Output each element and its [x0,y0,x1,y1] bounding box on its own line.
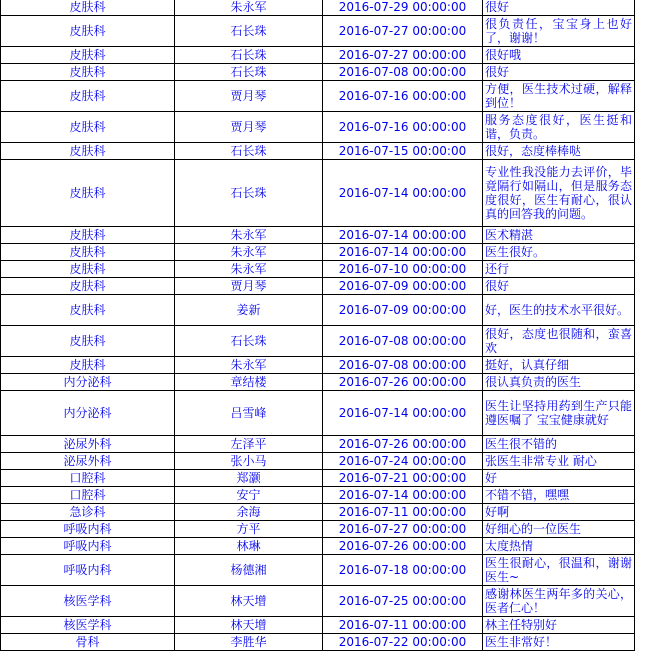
comment-cell: 很好，态度棒棒哒 [483,143,635,160]
reviews-table-body [1,0,635,651]
date-cell: 2016-07-27 00:00:00 [323,521,483,538]
comment-cell: 医生很不错的 [483,436,635,453]
table-row [1,81,635,112]
comment-cell: 还行 [483,261,635,278]
department-cell: 皮肤科 [1,160,175,227]
department-cell: 皮肤科 [1,64,175,81]
comment-cell: 张医生非常专业 耐心 [483,453,635,470]
doctor-cell: 石长珠 [175,64,323,81]
comment-cell: 医术精湛 [483,227,635,244]
table-row [1,143,635,160]
doctor-cell: 张小马 [175,453,323,470]
doctor-cell: 朱永军 [175,261,323,278]
table-row [1,586,635,617]
doctor-cell: 贾月琴 [175,278,323,295]
department-cell: 皮肤科 [1,244,175,261]
table-row [1,295,635,326]
table-row [1,391,635,436]
doctor-cell: 石长珠 [175,47,323,64]
comment-cell: 好细心的一位医生 [483,521,635,538]
department-cell: 皮肤科 [1,0,175,16]
date-cell: 2016-07-09 00:00:00 [323,295,483,326]
department-cell: 口腔科 [1,470,175,487]
doctor-cell: 郑灏 [175,470,323,487]
comment-cell: 很好 [483,0,635,16]
table-row [1,278,635,295]
department-cell: 皮肤科 [1,16,175,47]
doctor-cell: 安宁 [175,487,323,504]
date-cell: 2016-07-14 00:00:00 [323,487,483,504]
date-cell: 2016-07-26 00:00:00 [323,538,483,555]
date-cell: 2016-07-10 00:00:00 [323,261,483,278]
date-cell: 2016-07-14 00:00:00 [323,227,483,244]
department-cell: 急诊科 [1,504,175,521]
doctor-cell: 石长珠 [175,16,323,47]
comment-cell: 医生非常好！ [483,634,635,651]
date-cell: 2016-07-25 00:00:00 [323,586,483,617]
table-row [1,504,635,521]
comment-cell: 很负责任，宝宝身上也好了，谢谢！ [483,16,635,47]
comment-cell: 感谢林医生两年多的关心，医者仁心！ [483,586,635,617]
table-row [1,453,635,470]
date-cell: 2016-07-24 00:00:00 [323,453,483,470]
comment-cell: 很好哦 [483,47,635,64]
table-row [1,374,635,391]
date-cell: 2016-07-27 00:00:00 [323,47,483,64]
date-cell: 2016-07-14 00:00:00 [323,160,483,227]
comment-cell: 很好 [483,64,635,81]
table-row [1,470,635,487]
table-row [1,521,635,538]
table-row [1,64,635,81]
doctor-cell: 朱永军 [175,244,323,261]
doctor-cell: 朱永军 [175,357,323,374]
doctor-cell: 吕雪峰 [175,391,323,436]
comment-cell: 专业性我没能力去评价，毕竟隔行如隔山，但是服务态度很好，医生有耐心，很认真的回答我的问题。 [483,160,635,227]
comment-cell: 服务态度很好，医生挺和谐，负责。 [483,112,635,143]
comment-cell: 好，医生的技术水平很好。 [483,295,635,326]
department-cell: 骨科 [1,634,175,651]
table-row [1,617,635,634]
table-row [1,160,635,227]
table-row [1,555,635,586]
doctor-cell: 林天增 [175,586,323,617]
date-cell: 2016-07-22 00:00:00 [323,634,483,651]
department-cell: 皮肤科 [1,227,175,244]
date-cell: 2016-07-16 00:00:00 [323,81,483,112]
comment-cell: 很认真负责的医生 [483,374,635,391]
table-row [1,436,635,453]
table-row [1,112,635,143]
date-cell: 2016-07-15 00:00:00 [323,143,483,160]
comment-cell: 不错不错，嘿嘿 [483,487,635,504]
doctor-cell: 余海 [175,504,323,521]
doctor-cell: 杨德湘 [175,555,323,586]
department-cell: 呼吸内科 [1,538,175,555]
doctor-cell: 朱永军 [175,0,323,16]
date-cell: 2016-07-16 00:00:00 [323,112,483,143]
department-cell: 核医学科 [1,586,175,617]
date-cell: 2016-07-14 00:00:00 [323,391,483,436]
department-cell: 皮肤科 [1,326,175,357]
department-cell: 皮肤科 [1,261,175,278]
department-cell: 皮肤科 [1,81,175,112]
table-row [1,538,635,555]
comment-cell: 医生很好。 [483,244,635,261]
table-row [1,261,635,278]
department-cell: 核医学科 [1,617,175,634]
date-cell: 2016-07-29 00:00:00 [323,0,483,16]
table-row [1,634,635,651]
doctor-cell: 石长珠 [175,143,323,160]
department-cell: 内分泌科 [1,391,175,436]
comment-cell: 医生让坚持用药到生产只能遵医嘱了 宝宝健康就好 [483,391,635,436]
doctor-cell: 贾月琴 [175,112,323,143]
table-row [1,244,635,261]
comment-cell: 很好 [483,278,635,295]
date-cell: 2016-07-26 00:00:00 [323,374,483,391]
comment-cell: 医生很耐心，很温和，谢谢医生~ [483,555,635,586]
department-cell: 口腔科 [1,487,175,504]
doctor-cell: 贾月琴 [175,81,323,112]
date-cell: 2016-07-08 00:00:00 [323,326,483,357]
date-cell: 2016-07-08 00:00:00 [323,64,483,81]
table-row [1,16,635,47]
doctor-cell: 章结楼 [175,374,323,391]
date-cell: 2016-07-27 00:00:00 [323,16,483,47]
department-cell: 皮肤科 [1,112,175,143]
doctor-cell: 李胜华 [175,634,323,651]
table-row [1,227,635,244]
comment-cell: 好啊 [483,504,635,521]
department-cell: 呼吸内科 [1,521,175,538]
date-cell: 2016-07-18 00:00:00 [323,555,483,586]
doctor-cell: 石长珠 [175,160,323,227]
comment-cell: 很好，态度也很随和，蛮喜欢 [483,326,635,357]
department-cell: 皮肤科 [1,278,175,295]
doctor-cell: 左泽平 [175,436,323,453]
table-row [1,357,635,374]
date-cell: 2016-07-11 00:00:00 [323,617,483,634]
comment-cell: 林主任特别好 [483,617,635,634]
comment-cell: 太度热情 [483,538,635,555]
table-row [1,487,635,504]
date-cell: 2016-07-26 00:00:00 [323,436,483,453]
doctor-cell: 林琳 [175,538,323,555]
date-cell: 2016-07-14 00:00:00 [323,244,483,261]
comment-cell: 挺好，认真仔细 [483,357,635,374]
department-cell: 皮肤科 [1,295,175,326]
doctor-cell: 朱永军 [175,227,323,244]
department-cell: 皮肤科 [1,47,175,64]
doctor-cell: 林天增 [175,617,323,634]
table-row [1,0,635,16]
department-cell: 内分泌科 [1,374,175,391]
department-cell: 皮肤科 [1,143,175,160]
date-cell: 2016-07-11 00:00:00 [323,504,483,521]
department-cell: 呼吸内科 [1,555,175,586]
department-cell: 皮肤科 [1,357,175,374]
table-row [1,47,635,64]
doctor-cell: 方平 [175,521,323,538]
comment-cell: 好 [483,470,635,487]
doctor-cell: 姜新 [175,295,323,326]
comment-cell: 方便，医生技术过硬，解释到位！ [483,81,635,112]
date-cell: 2016-07-08 00:00:00 [323,357,483,374]
date-cell: 2016-07-21 00:00:00 [323,470,483,487]
department-cell: 泌尿外科 [1,436,175,453]
table-row [1,326,635,357]
doctor-cell: 石长珠 [175,326,323,357]
date-cell: 2016-07-09 00:00:00 [323,278,483,295]
department-cell: 泌尿外科 [1,453,175,470]
